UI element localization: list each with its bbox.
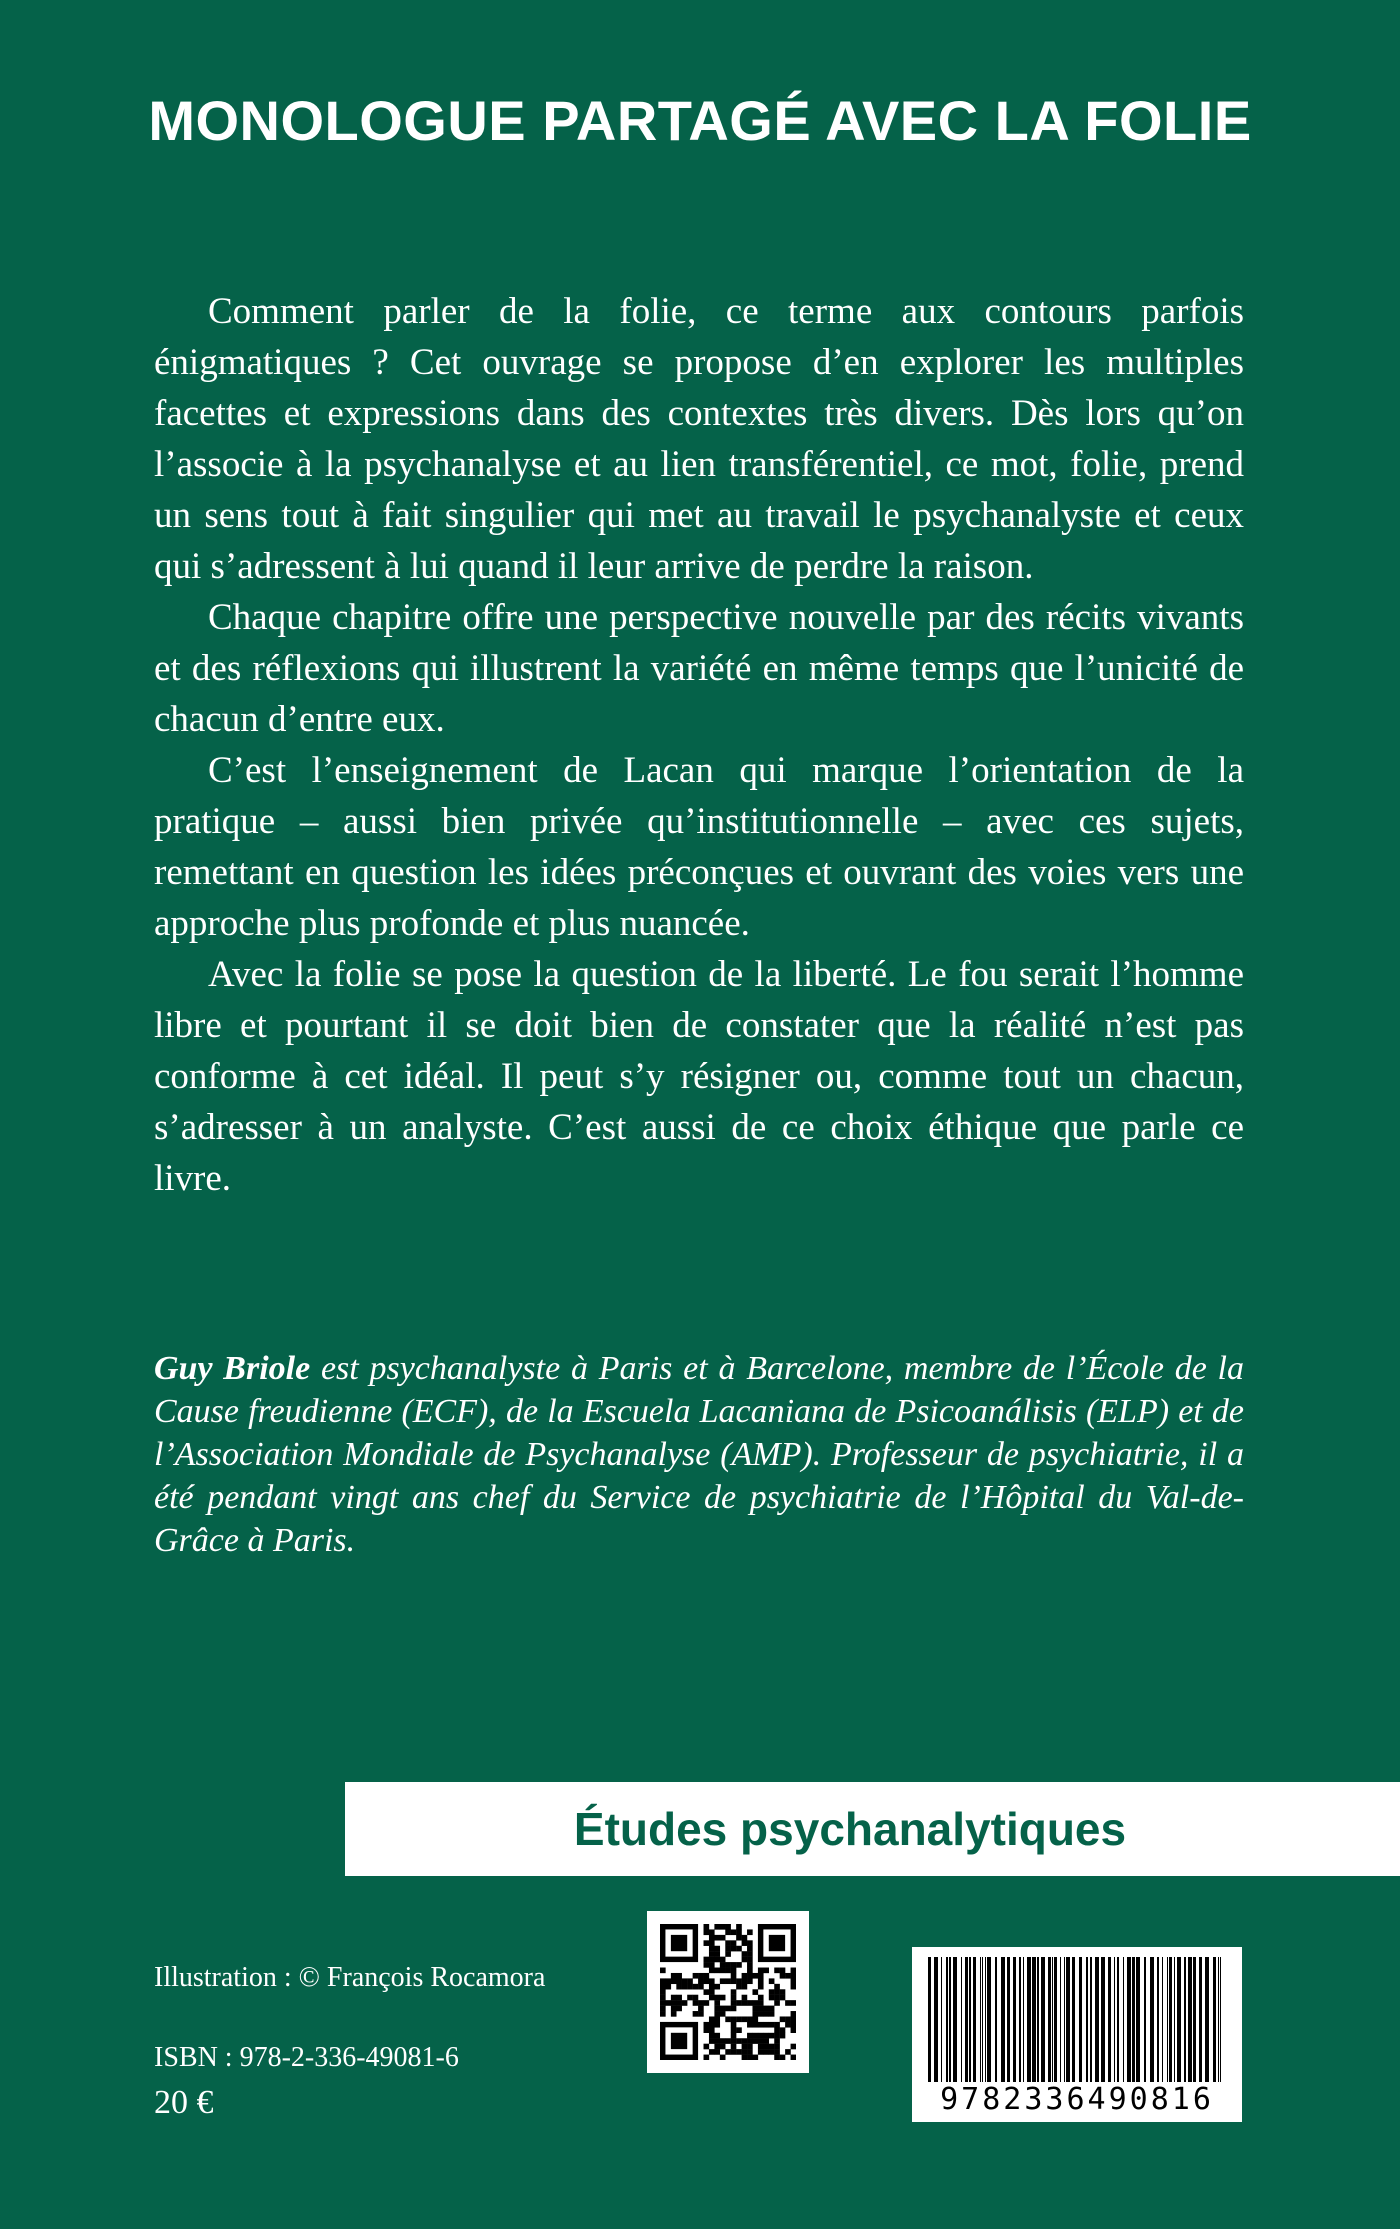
illustration-credit: Illustration : © François Rocamora — [154, 1962, 546, 1993]
barcode-icon — [912, 1947, 1242, 2122]
blurb-paragraph: C’est l’enseignement de Lacan qui marque l’orientation de la pratique – aussi bien privée qu’institutionnelle – avec ces sujets, remettant en question les idées préconçues et ouvrant des voies vers une approche plus profonde et plus nuancée. — [154, 750, 1244, 944]
book-title: MONOLOGUE PARTAGÉ AVEC LA FOLIE — [148, 89, 1252, 152]
collection-band — [345, 1782, 1400, 1876]
collection-name: Études psychanalytiques — [573, 1803, 1127, 1855]
blurb-paragraph: Comment parler de la folie, ce terme aux contours parfois énigmatiques ? Cet ouvrage se propose d’en explorer les multiples facettes et expressions dans des contextes très divers. Dès lors qu’on l’associe à la psychanalyse et au lien transférentiel, ce mot, folie, prend un sens tout à fait singulier qui met au travail le psychanalyste et ceux qui s’adressent à lui quand il leur arrive de perdre la raison. — [154, 291, 1244, 587]
barcode-bars — [924, 1957, 1230, 2082]
qr-code-icon — [647, 1911, 809, 2073]
blurb — [154, 286, 1244, 1204]
author-name: Guy Briole — [154, 1350, 311, 1387]
qr-code-graphic — [660, 1924, 796, 2060]
author-bio-text: est psychanalyste à Paris et à Barcelone, membre de l’École de la Cause freudienne (ECF), de la Escuela Lacaniana de Psicoanálisis (ELP) et de l’Association Mondiale de Psychanalyse (AMP). Professeur de psychiatrie, il a été pendant vingt ans chef du Service de psychiatrie de l’Hôpital du Val-de-Grâce à Paris. — [154, 1350, 1244, 1559]
blurb-paragraph: Avec la folie se pose la question de la liberté. Le fou serait l’homme libre et pourtant il se doit bien de constater que la réalité n’est pas conforme à cet idéal. Il peut s’y résigner ou, comme tout un chacun, s’adresser à un analyste. C’est aussi de ce choix éthique que parle ce livre. — [154, 954, 1244, 1199]
price: 20 € — [154, 2084, 214, 2121]
isbn: ISBN : 978-2-336-49081-6 — [154, 2042, 459, 2073]
barcode-digits: 9782336490816 — [940, 2082, 1214, 2117]
blurb-paragraph: Chaque chapitre offre une perspective nouvelle par des récits vivants et des réflexions qui illustrent la variété en même temps que l’unicité de chacun d’entre eux. — [154, 597, 1244, 740]
author-bio — [154, 1347, 1244, 1562]
